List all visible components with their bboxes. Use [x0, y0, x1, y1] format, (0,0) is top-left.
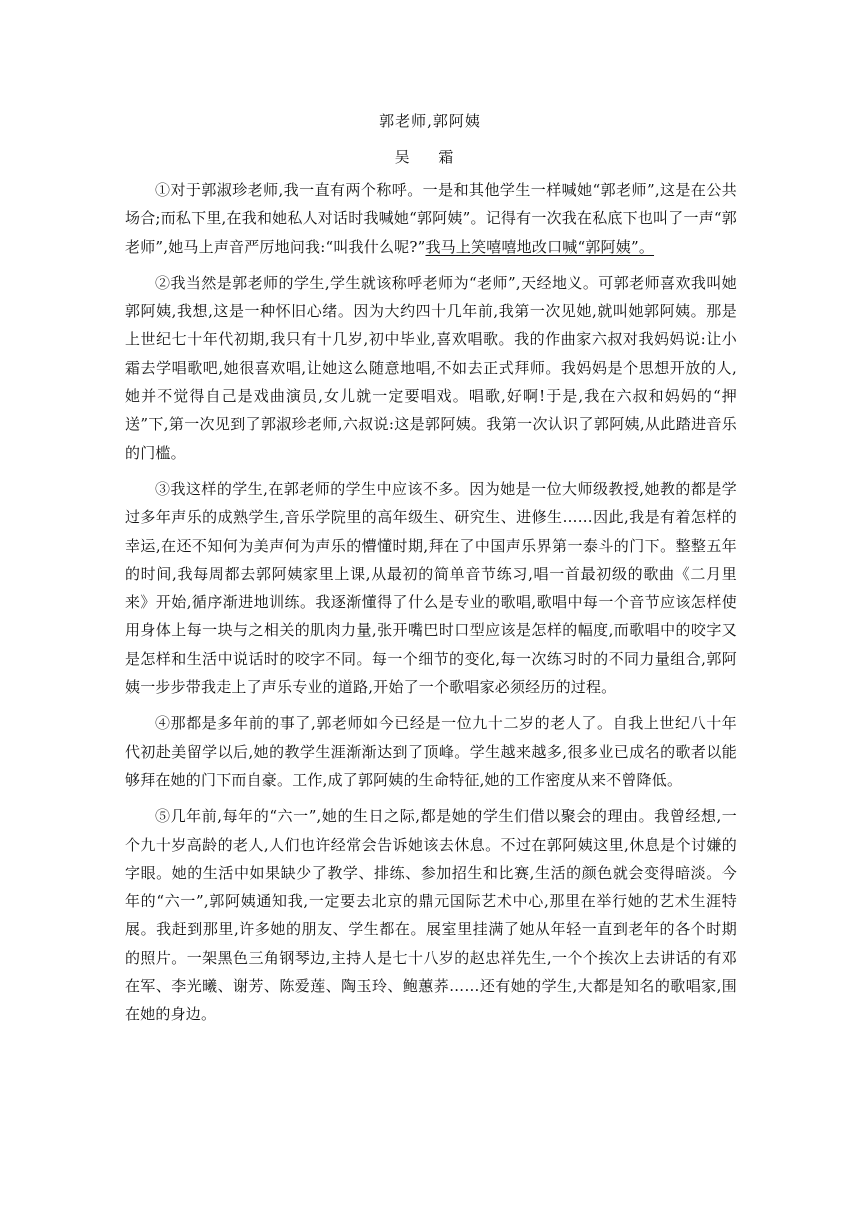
paragraph-5: ⑤几年前,每年的“六一”,她的生日之际,都是她的学生们借以聚会的理由。我曾经想,一个九十岁高龄的老人,人们也许经常会告诉她该去休息。不过在郭阿姨这里,休息是个讨嫌的字眼。她的生活中如果缺少了教学、排练、参加招生和比赛,生活的颜色就会变得暗淡。今年的“六一”,郭阿姨通知我,一定要去北京的鼎元国际艺术中心,那里在举行她的艺术生涯特展。我赶到那里,许多她的朋友、学生都在。展室里挂满了她从年轻一直到老年的各个时期的照片。一架黑色三角钢琴边,主持人是七十八岁的赵忠祥先生,一个个挨次上去讲话的有邓在军、李光曦、谢芳、陈爱莲、陶玉玲、鲍蕙荞……还有她的学生,大都是知名的歌唱家,围在她的身边。 [125, 807, 737, 1024]
article-title: 郭老师,郭阿姨 [379, 112, 481, 130]
paragraph-3: ③我这样的学生,在郭老师的学生中应该不多。因为她是一位大师级教授,她教的都是学过多年声乐的成熟学生,音乐学院里的高年级生、研究生、进修生……因此,我是有着怎样的幸运,在还不知何为美声何为声乐的懵懂时期,拜在了中国声乐界第一泰斗的门下。整整五年的时间,我每周都去郭阿姨家里上课,从最初的简单音节练习,唱一首最初级的歌曲《二月里来》开始,循序渐进地训练。我逐渐懂得了什么是专业的歌唱,歌唱中每一个音节应该怎样使用身体上每一块与之相关的肌肉力量,张开嘴巴时口型应该是怎样的幅度,而歌唱中的咬字又是怎样和生活中说话时的咬字不同。每一个细节的变化,每一次练习时的不同力量组合,郭阿姨一步步带我走上了声乐专业的道路,开始了一个歌唱家必须经历的过程。 [125, 479, 737, 697]
paragraph-2: ②我当然是郭老师的学生,学生就该称呼老师为“老师”,天经地义。可郭老师喜欢我叫她郭阿姨,我想,这是一种怀旧心绪。因为大约四十几年前,我第一次见她,就叫她郭阿姨。那是上世纪七十年代初期,我只有十几岁,初中毕业,喜欢唱歌。我的作曲家六叔对我妈妈说:让小霜去学唱歌吧,她很喜欢唱,让她这么随意地唱,不如去正式拜师。我妈妈是个思想开放的人,她并不觉得自己是戏曲演员,女儿就一定要唱戏。唱歌,好啊!于是,我在六叔和妈妈的“押送”下,第一次见到了郭淑珍老师,六叔说:这是郭阿姨。我第一次认识了郭阿姨,从此踏进音乐的门槛。 [125, 273, 737, 462]
article-body [125, 176, 737, 1037]
underlined-sentence: 我马上笑嘻嘻地改口喊“郭阿姨”。 [425, 237, 655, 256]
paragraph-4: ④那都是多年前的事了,郭老师如今已经是一位九十二岁的老人了。自我上世纪八十年代初赴美留学以后,她的教学生涯渐渐达到了顶峰。学生越来越多,很多业已成名的歌者以能够拜在她的门下而自豪。工作,成了郭阿姨的生命特征,她的工作密度从来不曾降低。 [125, 714, 737, 789]
paragraph-1-text: ①对于郭淑珍老师,我一直有两个称呼。一是和其他学生一样喊她“郭老师”,这是在公共场合;而私下里,在我和她私人对话时我喊她“郭阿姨”。记得有一次我在私底下也叫了一声“郭老师”,她马上声音严厉地问我:“叫我什么呢?” [125, 181, 737, 256]
paragraph-1 [125, 176, 737, 261]
article-author: 吴 霜 [394, 148, 466, 166]
